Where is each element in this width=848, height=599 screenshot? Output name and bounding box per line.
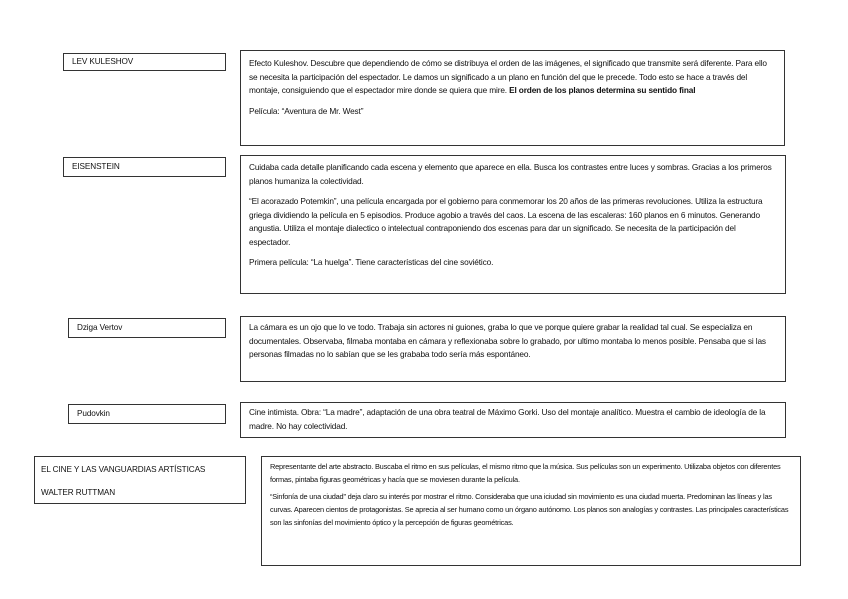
kuleshov-text-1: Efecto Kuleshov. Descubre que dependiendo de cómo se distribuya el orden de las imágenes, el significado que transmite será diferente. Para ello se necesita la participación del espectador. Le damos un significado a un plano en función del que le precede. Todo esto se hace a través del montaje, consiguiendo que el espectador mire donde se quiera que mire. [249, 58, 767, 95]
vertov-text-1: La cámara es un ojo que lo ve todo. Trabaja sin actores ni guiones, graba lo que ve porque quiere grabar la realidad tal cual. Se especializa en documentales. Observaba, filmaba montaba en cámara y reflexionaba sobre lo grabado, por ultimo montaba lo menos posible. Pensaba que si las personas filmadas no lo sabían que se les grababa todo sería más espontáneo. [249, 322, 766, 359]
label-ruttman [34, 456, 246, 504]
label-kuleshov [63, 53, 226, 71]
kuleshov-bold-text: El orden de los planos determina su sentido final [509, 85, 696, 95]
kuleshov-film: Película: “Aventura de Mr. West” [249, 105, 364, 116]
eisenstein-text-3: Primera película: “La huelga”. Tiene características del cine soviético. [249, 257, 494, 267]
label-text: EISENSTEIN [72, 162, 120, 171]
ruttman-label-2: WALTER RUTTMAN [41, 488, 116, 497]
ruttman-label-1: EL CINE Y LAS VANGUARDIAS ARTÍSTICAS [41, 465, 206, 474]
text-eisenstein [240, 155, 786, 294]
text-vertov [240, 316, 786, 382]
ruttman-text-1: Representante del arte abstracto. Buscaba el ritmo en sus películas, el mismo ritmo que la música. Sus películas son un experimento. Utilizaba objetos con diferentes formas, pintaba figuras geométricas y hacía que se moviesen durante la película. [270, 462, 781, 484]
text-kuleshov [240, 50, 785, 146]
ruttman-text-2: “Sinfonía de una ciudad” deja claro su interés por mostrar el ritmo. Consideraba que una iciudad sin movimiento es una ciudad muerta. Predominan las líneas y las curvas. Aparecen cientos de protagonistas. Se aprecia al ser humano como un órgano autónomo. Los planos son analogías y contrastes. Las principales características son las sinfonías del movimiento óptico y la percepción de figuras geométricas. [270, 492, 789, 527]
kuleshov-paragraph-1 [249, 57, 776, 98]
label-text: Pudovkin [77, 409, 110, 418]
pudovkin-text-1: Cine intimista. Obra: “La madre”, adaptación de una obra teatral de Máximo Gorki. Uso del montaje analítico. Muestra el cambio de ideología de la madre. No hay colectividad. [249, 407, 766, 431]
text-pudovkin [240, 402, 786, 438]
label-text: Dziga Vertov [77, 323, 123, 332]
text-ruttman [261, 456, 801, 566]
label-text: LEV KULESHOV [72, 57, 134, 66]
eisenstein-text-1: Cuidaba cada detalle planificando cada escena y elemento que aparece en ella. Busca los contrastes entre luces y sombras. Gracias a los primeros planos humaniza la colectividad. [249, 162, 772, 186]
eisenstein-text-2: “El acorazado Potemkin”, una película encargada por el gobierno para conmemorar los 20 años de las primeras revoluciones. Utiliza la estructura griega dividiendo la película en 5 episodios. Produce agobio a través del caos. La escena de las escaleras: 160 planos en 6 minutos. Generando angustia. Utiliza el montaje dialectico o intelectual contraponiendo dos escenas para dar un significado. Se necesita de la participación del espectador. [249, 196, 763, 247]
label-pudovkin [68, 404, 226, 424]
label-vertov [68, 318, 226, 338]
label-eisenstein [63, 157, 226, 177]
